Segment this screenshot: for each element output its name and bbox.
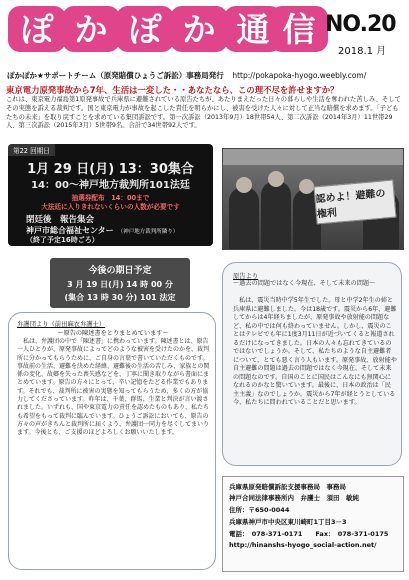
photo-head-2 (268, 171, 284, 187)
title-char-3: ぽ (116, 6, 174, 52)
protest-sign: 認めよ！避難の権利 (313, 180, 396, 225)
website-link[interactable]: http://pokapoka-hyogo.weebly.com/ (232, 71, 367, 80)
issue-number: NO.20 (325, 12, 396, 37)
venue-name: 神戸市総合福祉センター (26, 226, 114, 235)
venue-note: （神戸地方裁判所隣り） (117, 229, 179, 235)
contact-box (222, 476, 404, 572)
lawyer-label: 弁護団より（前田麻衣弁護士） (17, 321, 106, 328)
contact-org: 兵庫県原発賠償訴訟支援事務局 事務局 (229, 483, 346, 491)
schedule-date: 3 月 19 日(月) 14 時 00 分 (67, 280, 173, 289)
photo-background-banner (223, 149, 404, 165)
plaintiff-body: 私は、震災当時中学5年生でした。母と中学2年生の姉と兵庫県に避難しました。今は18歳です。震災から6年、避難してからは4年経ちましたが、原発事故や放射能の問題など、私の中では何も終わっていません。しかし、震災のことはテレビでも年に1度3月11日が近づいてくると報道されるだけになってきました。日本の人々も忘れてきているのではないでしょうか。そして、私たちのような自主避難者について、とても悪く言う人もいます。原発事故、放射能や自主避難の問題は過去の問題ではなく今現在、そして未来の問題なのです。自国のことに国民はこんなにも無関心になれるのかなと驚いています。最後に、日本の政治は「民主主義」なのでしょうか。震災から7年が経とうとしている今、私たちに問われていることだと思います。 (233, 297, 397, 406)
title-char-6: 信 (270, 6, 328, 52)
title-char-4: か (170, 6, 228, 52)
contact-url[interactable]: http://hinanshs-hyogo_social-action.net/ (229, 541, 377, 549)
headline: 東京電力原発事故から7年、生活は一変した・・あなたなら、この理不尽を許せますか？ (6, 85, 339, 95)
title-char-1: ぽ (8, 6, 66, 52)
court-room: 14：00～神戸地方裁判所101法廷 (31, 180, 190, 191)
contact-phone-fax: 電話： 078-371-0171 Fax： 078-371-0175 (229, 530, 389, 538)
session-number: 第22 回期日 (8, 144, 55, 156)
lawyer-subtitle: ～原告の陳述書をとりまとめています～ (57, 330, 169, 337)
publisher-name: ぽかぽか★サポートチーム（原発賠償ひょうご訴訟）事務局発行 (7, 71, 224, 80)
schedule-note: (集合 13 時 30 分) 101 法定 (64, 293, 176, 302)
plaintiff-subtitle: ～過去の問題ではなく今現在、そして未来の問題～ (233, 280, 376, 287)
attendance-appeal: 大法廷に入りきれないくらいの人数が必要です (41, 203, 180, 211)
end-time: （終了予定16時ごろ） (26, 236, 99, 244)
contact-postcode: 住所：〒650-0044 (229, 506, 290, 514)
intro-paragraph: これは、東京電力福島第1原発事故で兵庫県に避難されている原告たちが、あたりまえだった日々の暮らしや生活を奪われた苦しみ、そしてその実態を訴える裁判です。国と東京電力が事故を起こした責任を明らかにし、被害を受けた人々に対して正当な賠償を求めます。「子どもたちの未来」を取り戻すことを求めている集団訴訟です。第一次訴訟（2013年9月）18世帯54人、第二次訴訟（2014年3月）11世帯29人、第三次訴訟（2015年3月）5世帯9名。合計で34世帯92人です。 (6, 96, 401, 130)
demonstration-photo (222, 148, 404, 250)
lawyer-message (8, 312, 216, 570)
title-char-5: 通 (224, 6, 282, 52)
lawyer-body: 私は、弁護団の中で「陳述書」に携わっています。陳述書とは、原告一人ひとりが、原発事故によってどのような被害を受けたのかを、裁判所に分かってもらうために、ご自身の言葉で書いていただくものです。事故前の生活、避難を決めた経緯、避難後の生活の苦しみ、家族との関係の変化、故郷を失った喪失感などを、丁寧に聞き取りながら書面にまとめています。原告の方々にとって、辛い記憶をたどる作業でもあります。それでも、裁判所に被害の実態を知ってもらうため、多くの方が協力してくださっています。昨年は、千葉、群馬、生業と判決が言い渡されました。いずれも、国や東京電力の責任を認めたものもあり、私たちも希望をもって裁判に臨んでいます。ひょうご訴訟においても、原告の方々の声がきちんと裁判所に届くよう、弁護団一同力を尽くしてまいります。今後とも、ご支援のほどよろしくお願いいたします。 (17, 338, 210, 437)
upcoming-schedule (50, 258, 190, 308)
photo-person-2 (261, 181, 291, 249)
report-meeting: 閉廷後 報告集会 (26, 215, 95, 225)
contact-address: 兵庫県神戸市中央区東川崎町1丁目3－3 (229, 518, 347, 526)
title-char-2: か (62, 6, 120, 52)
publisher-line (7, 70, 402, 81)
photo-head-3 (299, 179, 314, 194)
photo-person-1 (229, 187, 259, 249)
court-date-notice (8, 144, 213, 246)
photo-head-1 (236, 177, 252, 193)
gathering-time: 1月 29 日(月) 13：30集合 (27, 162, 194, 177)
contact-office: 神戸合同法律事務所内 弁護士 須田 敏純 (229, 494, 359, 502)
lottery-note: 抽選券配布 14：00まで (71, 194, 150, 202)
schedule-title: 今後の期日予定 (88, 266, 152, 276)
plaintiff-label: 原告より (233, 273, 259, 280)
plaintiff-message (222, 262, 402, 466)
issue-date: 2018.1 月 (338, 46, 387, 57)
